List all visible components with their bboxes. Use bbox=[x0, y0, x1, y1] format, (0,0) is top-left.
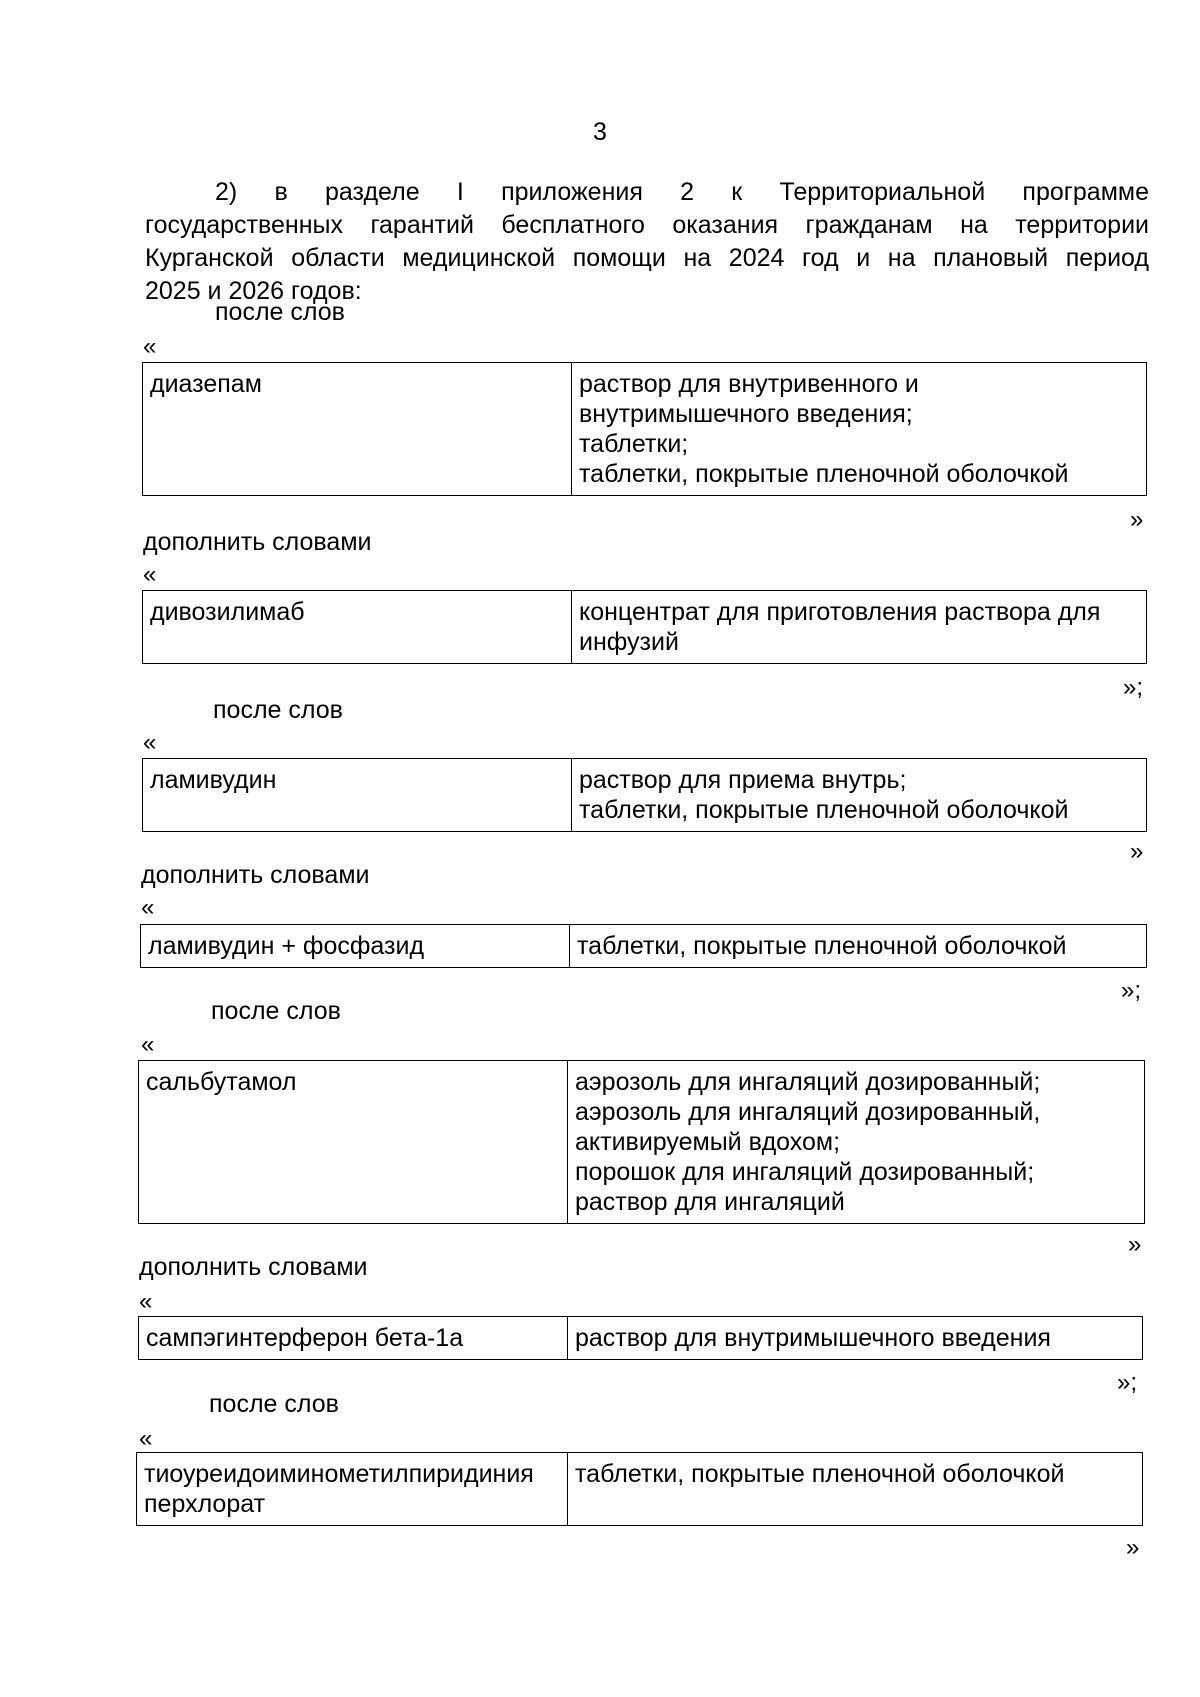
dosage-forms-cell bbox=[568, 1061, 1145, 1224]
dosage-form: таблетки, покрытые пленочной оболочкой bbox=[579, 796, 1069, 824]
close-quote: » bbox=[1126, 1534, 1140, 1561]
drug-name-cell: сальбутамол bbox=[139, 1061, 568, 1224]
dosage-forms-cell bbox=[572, 759, 1147, 832]
drug-table bbox=[138, 1060, 1145, 1224]
drug-table bbox=[138, 1316, 1143, 1360]
dosage-form: внутримышечного введения; bbox=[579, 400, 913, 428]
table-row bbox=[139, 1317, 1143, 1360]
dosage-forms-cell bbox=[568, 1317, 1143, 1360]
block-label: дополнить словами bbox=[141, 861, 370, 889]
dosage-form: концентрат для приготовления раствора для bbox=[579, 598, 1101, 626]
drug-name-cell: сампэгинтерферон бета-1а bbox=[139, 1317, 568, 1360]
open-quote: « bbox=[139, 1288, 153, 1315]
dosage-form: таблетки, покрытые пленочной оболочкой bbox=[579, 460, 1069, 488]
table-row bbox=[143, 363, 1147, 496]
table-row bbox=[139, 1061, 1145, 1224]
dosage-forms-cell bbox=[572, 363, 1147, 496]
table-row bbox=[143, 759, 1147, 832]
dosage-form: аэрозоль для ингаляций дозированный, bbox=[575, 1098, 1041, 1126]
drug-name-cell: дивозилимаб bbox=[143, 591, 572, 664]
dosage-form: порошок для ингаляций дозированный; bbox=[575, 1158, 1035, 1186]
table-row bbox=[141, 925, 1147, 968]
close-quote: »; bbox=[1117, 1369, 1138, 1396]
open-quote: « bbox=[143, 729, 157, 756]
open-quote: « bbox=[139, 1425, 153, 1452]
table-row bbox=[143, 591, 1147, 664]
drug-name-cell: диазепам bbox=[143, 363, 572, 496]
drug-table bbox=[142, 362, 1147, 496]
close-quote: »; bbox=[1121, 977, 1142, 1004]
dosage-form: таблетки, покрытые пленочной оболочкой bbox=[575, 1460, 1065, 1488]
intro-line: 2) в разделе I приложения 2 к Территориальной программе bbox=[215, 178, 1149, 206]
block-label: дополнить словами bbox=[139, 1253, 368, 1281]
dosage-form: аэрозоль для ингаляций дозированный; bbox=[575, 1068, 1041, 1096]
open-quote: « bbox=[141, 1031, 155, 1058]
dosage-form: инфузий bbox=[579, 628, 679, 656]
dosage-forms-cell bbox=[570, 925, 1147, 968]
dosage-form: раствор для внутривенного и bbox=[579, 370, 919, 398]
block-label: после слов bbox=[211, 997, 341, 1025]
drug-name-cell: тиоуреидоиминометилпиридиния перхлорат bbox=[137, 1453, 568, 1526]
dosage-form: раствор для ингаляций bbox=[575, 1188, 845, 1216]
intro-line: Курганской области медицинской помощи на 2024 год и на плановый период bbox=[145, 244, 1149, 272]
close-quote: » bbox=[1128, 1231, 1142, 1258]
page-number: 3 bbox=[593, 118, 607, 146]
dosage-form: таблетки; bbox=[579, 430, 689, 458]
dosage-form: активируемый вдохом; bbox=[575, 1128, 841, 1156]
intro-line: государственных гарантий бесплатного оказания гражданам на территории bbox=[145, 211, 1149, 239]
drug-table bbox=[142, 758, 1147, 832]
open-quote: « bbox=[143, 561, 157, 588]
open-quote: « bbox=[143, 333, 157, 360]
drug-table bbox=[142, 590, 1147, 664]
dosage-forms-cell bbox=[568, 1453, 1143, 1526]
close-quote: » bbox=[1130, 838, 1144, 865]
drug-name-cell: ламивудин + фосфазид bbox=[141, 925, 570, 968]
dosage-forms-cell bbox=[572, 591, 1147, 664]
drug-table bbox=[136, 1452, 1143, 1526]
dosage-form: раствор для приема внутрь; bbox=[579, 766, 907, 794]
table-row bbox=[137, 1453, 1143, 1526]
intro-line: 2025 и 2026 годов: bbox=[145, 277, 362, 305]
block-label: после слов bbox=[213, 696, 343, 724]
close-quote: »; bbox=[1123, 674, 1144, 701]
open-quote: « bbox=[141, 894, 155, 921]
block-label: после слов bbox=[209, 1390, 339, 1418]
close-quote: » bbox=[1130, 506, 1144, 533]
block-label: после слов bbox=[215, 298, 345, 326]
drug-name-cell: ламивудин bbox=[143, 759, 572, 832]
dosage-form: таблетки, покрытые пленочной оболочкой bbox=[577, 932, 1067, 960]
intro-paragraph bbox=[145, 176, 1149, 308]
block-label: дополнить словами bbox=[143, 528, 372, 556]
dosage-form: раствор для внутримышечного введения bbox=[575, 1324, 1051, 1352]
drug-table bbox=[140, 924, 1147, 968]
